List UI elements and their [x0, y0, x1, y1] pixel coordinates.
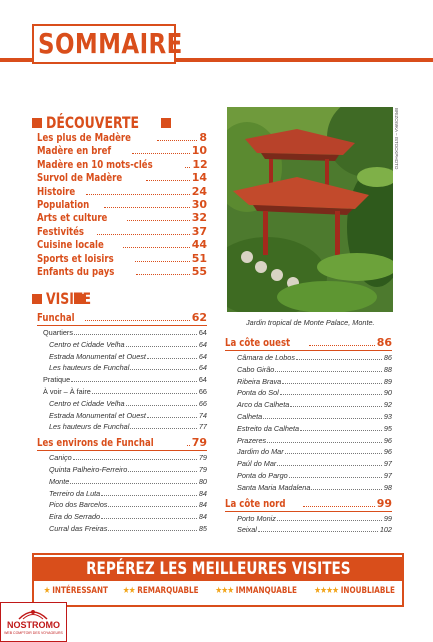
toc-entry-page: 90 [383, 388, 392, 398]
toc-entry[interactable] [225, 436, 392, 448]
toc-section-label: Funchal [37, 311, 75, 324]
dot-leader [126, 346, 197, 347]
toc-item-page: 51 [191, 251, 207, 265]
dot-leader [187, 445, 190, 446]
toc-item-label: Madère en bref [37, 144, 112, 158]
toc-entry[interactable] [37, 512, 207, 524]
toc-entry-label: Câmara de Lobos [237, 353, 296, 362]
toc-entry-page: 80 [198, 476, 207, 486]
toc-item[interactable] [37, 211, 207, 224]
toc-entry-page: 88 [383, 364, 392, 374]
dot-leader [73, 459, 197, 460]
toc-entry-label: Pratique [43, 375, 71, 385]
star-icon: ★★★ [215, 586, 234, 596]
section-heading-decouverte [32, 113, 171, 132]
toc-entry-page: 98 [383, 482, 392, 492]
dot-leader [135, 261, 189, 262]
toc-entry-page: 84 [198, 488, 207, 498]
dot-leader [104, 207, 190, 208]
rating-label: INTÉRESSANT [52, 586, 108, 596]
toc-item-label: Les plus de Madère [37, 131, 131, 144]
toc-entry-page: 96 [383, 447, 392, 457]
dot-leader [311, 489, 381, 490]
toc-entry-label: Arco da Calheta [237, 400, 290, 410]
toc-entry-page: 97 [383, 470, 392, 480]
toc-item-page: 10 [191, 144, 207, 158]
toc-entry-page: 66 [198, 386, 207, 396]
toc-entry[interactable] [37, 465, 207, 477]
toc-section-label: La côte ouest [225, 336, 291, 349]
toc-entry[interactable] [37, 489, 207, 501]
toc-item-page: 55 [191, 264, 207, 278]
toc-item[interactable] [37, 171, 207, 184]
toc-item[interactable] [37, 158, 207, 171]
toc-entry-page: 95 [383, 423, 392, 433]
toc-entry[interactable] [225, 412, 392, 424]
dot-leader [130, 369, 197, 370]
square-marker-icon [32, 118, 42, 128]
dot-leader [277, 465, 382, 466]
dot-leader [123, 247, 190, 248]
toc-entry[interactable] [37, 328, 207, 340]
section-heading-label: DÉCOUVERTE [46, 113, 140, 132]
toc-entry-label: Curral das Freiras [49, 523, 108, 533]
toc-entry-label: Quinta Palheiro-Ferreiro [49, 464, 128, 474]
toc-item-label: Enfants du pays [37, 264, 115, 278]
toc-item-page: 32 [191, 211, 207, 225]
toc-section-cote_nord[interactable] [225, 497, 392, 512]
toc-item-label: Arts et culture [37, 211, 108, 225]
section-heading-visite [32, 289, 91, 308]
toc-entry-page: 74 [198, 410, 207, 420]
toc-entry-label: À voir – À faire [43, 386, 91, 396]
toc-item-page: 44 [191, 238, 207, 252]
dot-leader [296, 359, 382, 360]
toc-entry-label: Quartiers [43, 328, 74, 337]
toc-entry-label: Centro et Cidade Velha [49, 398, 125, 408]
toc-entry-page: 64 [198, 375, 207, 385]
toc-item-page: 37 [191, 224, 207, 238]
toc-section-page: 99 [376, 496, 392, 510]
toc-entry-label: Seixal [237, 525, 257, 535]
toc-item-page: 8 [199, 131, 207, 144]
toc-entry-page: 93 [383, 411, 392, 421]
toc-entry[interactable] [225, 471, 392, 483]
toc-entry[interactable] [37, 363, 207, 375]
visite-right-column [225, 336, 392, 539]
toc-entry-page: 64 [198, 351, 207, 361]
dot-leader [258, 531, 378, 532]
toc-entry-page: 84 [198, 500, 207, 510]
toc-entry[interactable] [225, 388, 392, 400]
toc-entry-label: Cabo Girão [237, 364, 275, 374]
toc-entry-label: Ponta do Pargo [237, 470, 288, 480]
dot-leader [157, 140, 197, 141]
page-title: SOMMAIRE [38, 27, 183, 60]
nostromo-logo [0, 602, 67, 642]
dot-leader [108, 530, 196, 531]
toc-item-label: Festivités [37, 224, 85, 238]
toc-entry[interactable] [225, 459, 392, 471]
rating-intéressant [44, 586, 108, 596]
toc-entry[interactable] [225, 377, 392, 389]
dot-leader [86, 194, 190, 195]
toc-entry-page: 84 [198, 512, 207, 522]
toc-entry-page: 96 [383, 435, 392, 445]
dot-leader [126, 405, 197, 406]
dot-leader [289, 477, 382, 478]
toc-item[interactable] [37, 144, 207, 157]
rating-immanquable [215, 586, 297, 596]
toc-entry-label: Eira do Serrado [49, 512, 101, 522]
dot-leader [185, 167, 190, 168]
toc-entry[interactable] [225, 353, 392, 365]
toc-entry-label: Ponta do Sol [237, 388, 279, 398]
dot-leader [309, 345, 375, 346]
toc-entry-page: 92 [383, 400, 392, 410]
dot-leader [97, 234, 189, 235]
toc-entry[interactable] [37, 453, 207, 465]
rating-label: IMMANQUABLE [235, 586, 298, 596]
dot-leader [303, 506, 375, 507]
visite-left-column [37, 311, 207, 538]
toc-item-page: 12 [192, 157, 208, 171]
spacer [37, 536, 207, 538]
toc-entry-label: Calheta [237, 411, 263, 421]
toc-entry-label: Les hauteurs de Funchal [49, 422, 130, 432]
toc-entry[interactable] [225, 424, 392, 436]
logo-tagline: WEB COMPTOIR DES VOYAGEURS [4, 631, 63, 635]
toc-entry-page: 99 [383, 513, 392, 523]
photo-jardin-tropical [227, 107, 393, 312]
toc-entry-page: 102 [379, 525, 392, 535]
toc-section-environs[interactable] [37, 436, 207, 451]
toc-item-label: Cuisine locale [37, 238, 104, 252]
toc-section-label: La côte nord [225, 496, 286, 510]
logo-name: NOSTROMO [7, 620, 60, 630]
toc-entry[interactable] [225, 514, 392, 526]
rating-label: REMARQUABLE [137, 586, 199, 596]
rating-inoubliable [314, 586, 395, 596]
toc-entry[interactable] [37, 500, 207, 512]
toc-section-label: Les environs de Funchal [37, 436, 154, 450]
dot-leader [108, 506, 196, 507]
dot-leader [132, 153, 190, 154]
dot-leader [147, 358, 197, 359]
toc-entry-label: Jardim do Mar [237, 447, 284, 457]
toc-entry[interactable] [37, 340, 207, 352]
toc-section-page: 79 [191, 436, 207, 450]
star-icon: ★★ [123, 586, 136, 596]
section-heading-label: VISITE [46, 289, 91, 308]
dot-leader [136, 274, 189, 275]
star-icon: ★★★★ [314, 586, 339, 596]
toc-item[interactable] [37, 252, 207, 265]
toc-entry-label: Estrada Monumental et Ouest [49, 351, 146, 361]
dot-leader [267, 442, 382, 443]
toc-item-page: 14 [191, 171, 207, 185]
toc-entry-label: Terreiro da Luta [49, 488, 101, 498]
toc-item-label: Sports et loisirs [37, 251, 114, 265]
rating-legend [38, 586, 402, 596]
dot-leader [127, 220, 189, 221]
toc-entry[interactable] [37, 411, 207, 423]
toc-item-label: Madère en 10 mots-clés [37, 157, 153, 171]
toc-entry[interactable] [37, 477, 207, 489]
dot-leader [277, 520, 382, 521]
toc-entry-label: Paúl do Mar [237, 459, 277, 469]
toc-entry-page: 64 [198, 328, 207, 337]
toc-entry-label: Estreito da Calheta [237, 423, 300, 433]
toc-entry-page: 85 [198, 523, 207, 533]
dot-leader [130, 428, 197, 429]
toc-item[interactable] [37, 198, 207, 211]
toc-entry-page: 64 [198, 363, 207, 373]
toc-entry-page: 89 [383, 376, 392, 386]
toc-item[interactable] [37, 185, 207, 198]
toc-entry[interactable] [37, 375, 207, 387]
toc-entry-label: Santa Maria Madalena [237, 482, 311, 492]
dot-leader [70, 483, 197, 484]
photo-credit: BRIZOWKA – ISTOCKPHOTO [394, 108, 399, 170]
toc-item-label: Population [37, 197, 90, 211]
toc-entry-label: Caniço [49, 453, 72, 463]
toc-item-label: Histoire [37, 184, 76, 198]
dot-leader [92, 393, 197, 394]
page-title-box [32, 24, 183, 64]
toc-item-page: 24 [191, 184, 207, 198]
toc-entry-page: 86 [383, 353, 392, 362]
star-icon: ★ [43, 586, 50, 596]
toc-entry-label: Prazeres [237, 435, 267, 445]
toc-item-label: Survol de Madère [37, 171, 123, 185]
banner-title: REPÉREZ LES MEILLEURES VISITES [34, 557, 402, 581]
dot-leader [101, 495, 197, 496]
toc-entry-page: 77 [198, 422, 207, 432]
toc-section-funchal[interactable] [37, 311, 207, 326]
toc-entry-label: Pico dos Barcelos [49, 500, 108, 510]
toc-entry-page: 66 [198, 398, 207, 408]
toc-section-page: 86 [376, 336, 392, 349]
toc-entry-label: Estrada Monumental et Ouest [49, 410, 146, 420]
square-marker-icon [32, 294, 42, 304]
dot-leader [263, 418, 382, 419]
dot-leader [280, 394, 382, 395]
toc-item[interactable] [37, 238, 207, 251]
toc-entry[interactable] [225, 525, 392, 537]
rating-label: INOUBLIABLE [340, 586, 395, 596]
toc-item[interactable] [37, 225, 207, 238]
toc-entry[interactable] [225, 483, 392, 495]
toc-entry[interactable] [37, 387, 207, 399]
toc-entry[interactable] [225, 447, 392, 459]
rating-legend-banner [32, 553, 404, 607]
spacer [225, 537, 392, 539]
toc-entry-label: Porto Moniz [237, 513, 276, 523]
toc-entry[interactable] [37, 399, 207, 411]
dot-leader [290, 406, 382, 407]
dot-leader [282, 383, 382, 384]
toc-entry-label: Centro et Cidade Velha [49, 339, 125, 349]
toc-entry[interactable] [37, 352, 207, 364]
toc-section-page: 62 [191, 311, 207, 324]
toc-entry-page: 97 [383, 459, 392, 469]
toc-entry-page: 79 [198, 453, 207, 463]
decouverte-list [37, 131, 207, 278]
rating-remarquable [123, 586, 199, 596]
toc-item-page: 30 [191, 197, 207, 211]
toc-entry-label: Ribeira Brava [237, 376, 282, 386]
toc-entry[interactable] [37, 422, 207, 434]
dot-leader [285, 453, 382, 454]
toc-entry-label: Les hauteurs de Funchal [49, 363, 130, 373]
dot-leader [74, 334, 197, 335]
dot-leader [146, 180, 189, 181]
dot-leader [147, 417, 197, 418]
toc-entry-label: Monte [49, 476, 70, 486]
toc-section-cote_ouest[interactable] [225, 336, 392, 351]
toc-entry[interactable] [37, 524, 207, 536]
dot-leader [71, 381, 197, 382]
toc-entry-page: 64 [198, 339, 207, 349]
dot-leader [85, 320, 190, 321]
toc-entry[interactable] [225, 400, 392, 412]
toc-entry[interactable] [225, 365, 392, 377]
dot-leader [101, 518, 197, 519]
toc-item[interactable] [37, 131, 207, 144]
dot-leader [275, 371, 382, 372]
toc-item[interactable] [37, 265, 207, 278]
dot-leader [128, 471, 197, 472]
square-marker-icon [161, 118, 171, 128]
dot-leader [300, 430, 382, 431]
toc-entry-page: 79 [198, 464, 207, 474]
photo-caption: Jardin tropical de Monte Palace, Monte. [246, 318, 375, 327]
